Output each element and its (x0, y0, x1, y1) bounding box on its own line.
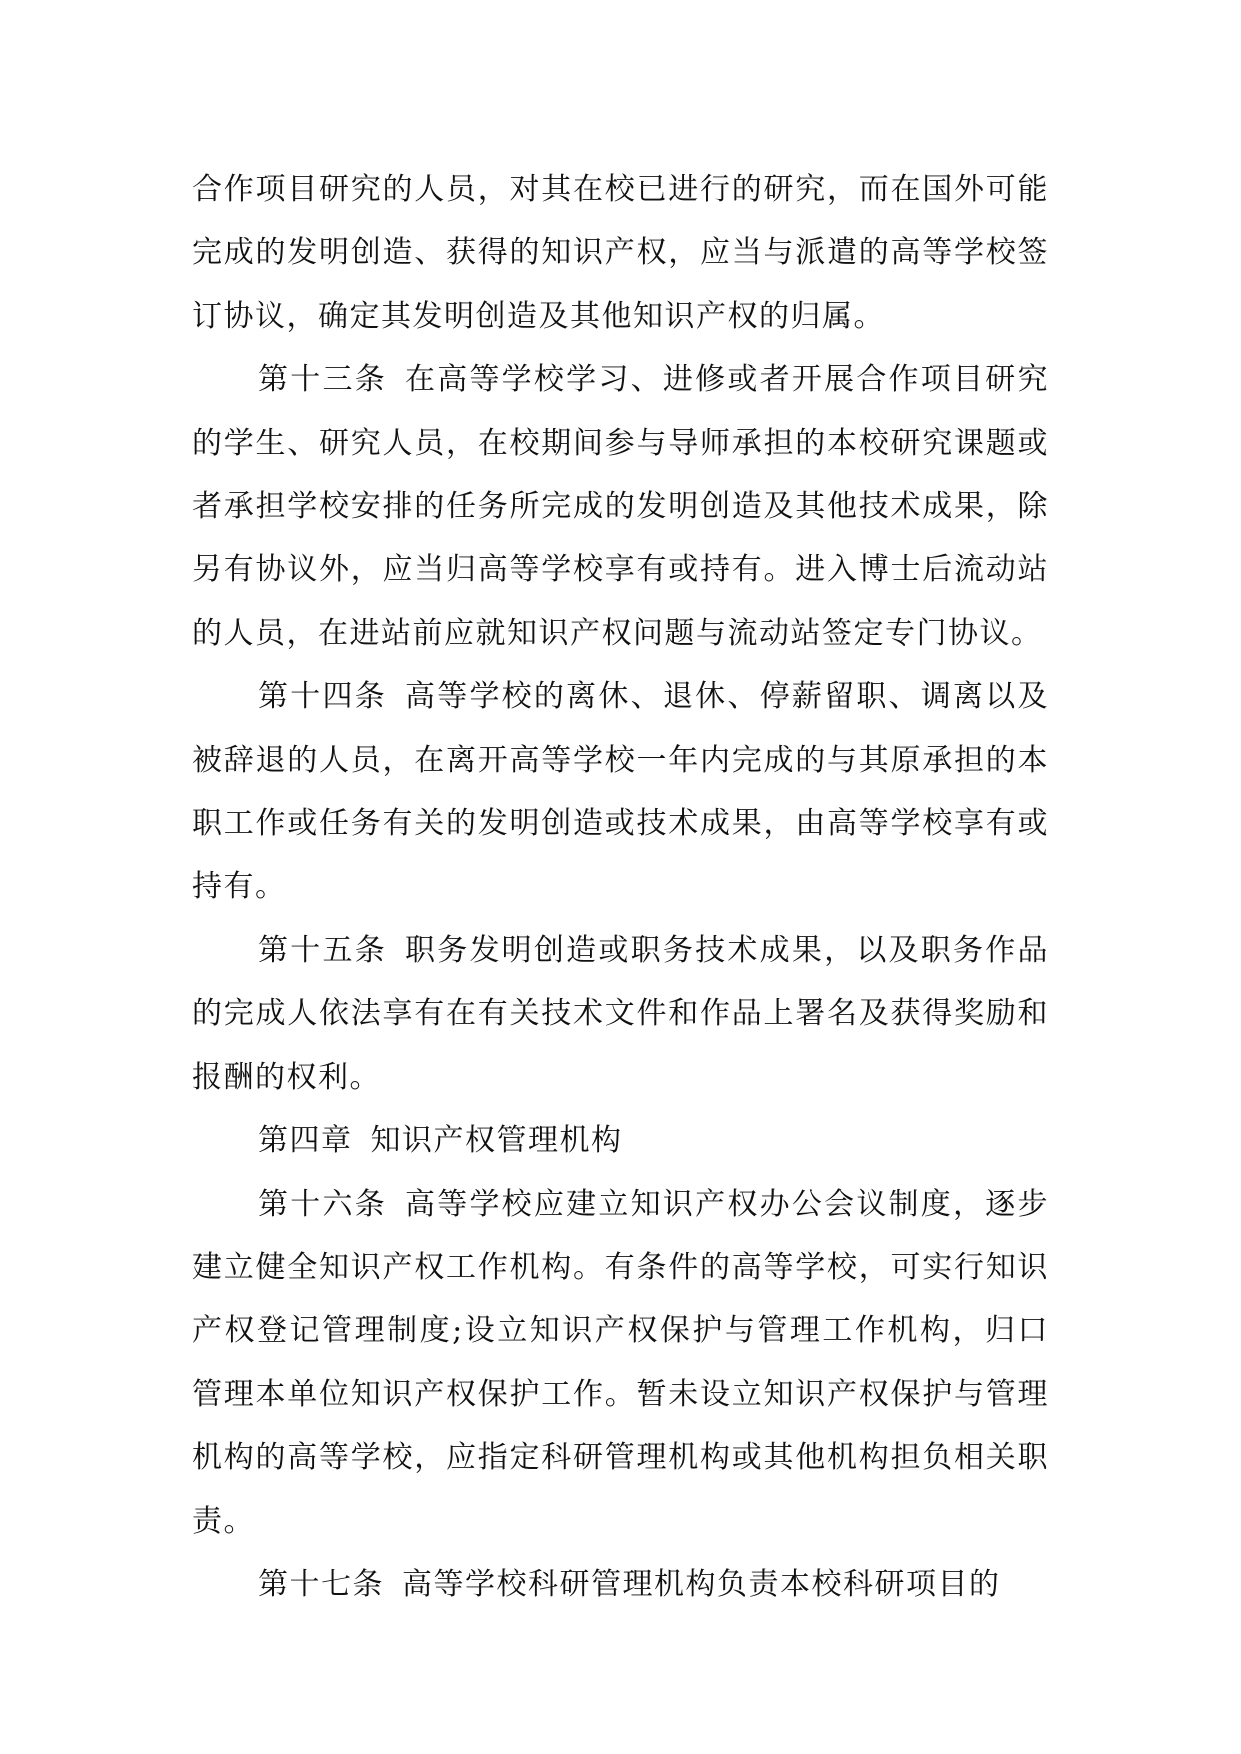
article-heading: 第十六条 (258, 1186, 387, 1222)
article-text: 在高等学校学习、进修或者开展合作项目研究的学生、研究人员，在校期间参与导师承担的本校研究课题或者承担学校安排的任务所完成的发明创造及其他技术成果，除另有协议外，应当归高等学校享有或持有。进入博士后流动站的人员，在进站前应就知识产权问题与流动站签定专门协议。 (192, 362, 1050, 651)
chapter-4-heading (192, 1109, 1049, 1172)
document-page (192, 158, 1049, 1616)
paragraph-text: 合作项目研究的人员，对其在校已进行的研究，而在国外可能完成的发明创造、获得的知识产权，应当与派遣的高等学校签订协议，确定其发明创造及其他知识产权的归属。 (192, 172, 1049, 334)
article-15 (192, 919, 1049, 1109)
paragraph-continuation (192, 158, 1049, 348)
article-text: 高等学校的离休、退休、停薪留职、调离以及被辞退的人员，在离开高等学校一年内完成的与其原承担的本职工作或任务有关的发明创造或技术成果，由高等学校享有或持有。 (192, 679, 1050, 905)
article-13 (192, 348, 1049, 665)
article-text: 高等学校科研管理机构负责本校科研项目的 (402, 1566, 1001, 1602)
article-text: 高等学校应建立知识产权办公会议制度，逐步建立健全知识产权工作机构。有条件的高等学校，可实行知识产权登记管理制度;设立知识产权保护与管理工作机构，归口管理本单位知识产权保护工作。暂未设立知识产权保护与管理机构的高等学校，应指定科研管理机构或其他机构担负相关职责。 (192, 1186, 1050, 1539)
article-17 (192, 1553, 1049, 1616)
article-16 (192, 1173, 1049, 1553)
article-heading: 第十四条 (258, 679, 387, 715)
article-heading: 第十七条 (258, 1566, 384, 1602)
chapter-title: 知识产权管理机构 (370, 1123, 623, 1159)
chapter-number: 第四章 (258, 1123, 353, 1159)
article-14 (192, 665, 1049, 919)
article-text: 职务发明创造或职务技术成果，以及职务作品的完成人依法享有在有关技术文件和作品上署名及获得奖励和报酬的权利。 (192, 932, 1050, 1095)
article-heading: 第十五条 (258, 932, 387, 968)
article-heading: 第十三条 (258, 362, 387, 398)
